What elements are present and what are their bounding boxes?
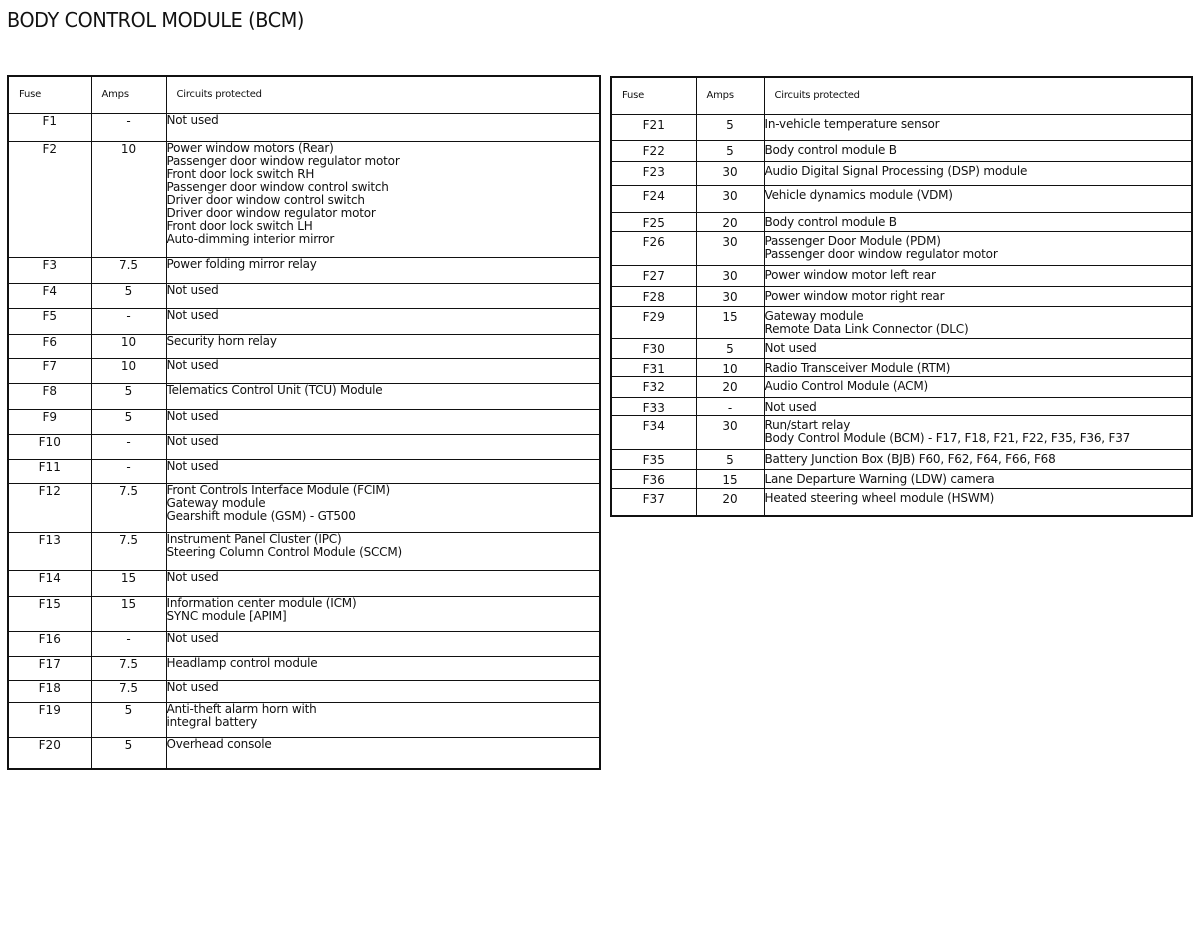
amps-cell: 5 (91, 283, 166, 308)
circuit-line: Not used (764, 399, 817, 414)
header-circuits: Circuits protected (166, 76, 600, 113)
fuse-cell: F30 (611, 338, 696, 358)
circuit-line: Overhead console (166, 737, 272, 751)
header-amps: Amps (696, 77, 764, 114)
circuits-cell (764, 286, 1192, 306)
amps-cell: 7.5 (91, 532, 166, 570)
circuit-line: Power window motor left rear (764, 267, 936, 282)
circuits-cell (764, 185, 1192, 212)
table-row (8, 737, 600, 769)
amps-cell: 30 (696, 415, 764, 449)
fuse-cell: F16 (8, 631, 91, 656)
amps-cell: - (91, 459, 166, 483)
circuit-line: Power window motor right rear (764, 288, 945, 303)
circuits-cell (166, 656, 600, 680)
circuit-line: Run/start relay (764, 417, 851, 432)
circuits-cell (764, 376, 1192, 397)
circuits-cell (166, 596, 600, 631)
amps-cell: 7.5 (91, 680, 166, 702)
amps-cell: 15 (91, 570, 166, 596)
circuit-line: Passenger door window regulator motor (764, 246, 998, 261)
amps-cell: 30 (696, 231, 764, 265)
circuit-line: Not used (764, 340, 817, 355)
circuits-cell (764, 397, 1192, 415)
circuit-line: Gearshift module (GSM) - GT500 (166, 508, 356, 523)
fuse-cell: F20 (8, 737, 91, 769)
page-title: BODY CONTROL MODULE (BCM) (7, 8, 305, 32)
amps-cell: 15 (91, 596, 166, 631)
circuits-cell (764, 161, 1192, 185)
amps-cell: 30 (696, 185, 764, 212)
circuits-cell (166, 434, 600, 459)
amps-cell: 10 (91, 358, 166, 383)
fuse-cell: F9 (8, 409, 91, 434)
amps-cell: 7.5 (91, 257, 166, 283)
fuse-table-right-body (611, 114, 1192, 516)
amps-cell: 20 (696, 376, 764, 397)
table-row (8, 358, 600, 383)
table-row (8, 409, 600, 434)
fuse-cell: F10 (8, 434, 91, 459)
amps-cell: 30 (696, 161, 764, 185)
circuits-cell (764, 469, 1192, 488)
amps-cell: 10 (91, 334, 166, 358)
circuits-cell (166, 358, 600, 383)
table-row (8, 113, 600, 141)
fuse-cell: F23 (611, 161, 696, 185)
circuit-line: Not used (166, 113, 219, 127)
header-amps: Amps (91, 76, 166, 113)
amps-cell: 30 (696, 286, 764, 306)
table-row (8, 570, 600, 596)
fuse-cell: F18 (8, 680, 91, 702)
amps-cell: 30 (696, 265, 764, 286)
fuse-cell: F33 (611, 397, 696, 415)
circuit-line: Radio Transceiver Module (RTM) (764, 360, 951, 375)
amps-cell: 5 (696, 338, 764, 358)
table-row (611, 161, 1192, 185)
circuit-line: Not used (166, 409, 219, 423)
fuse-cell: F11 (8, 459, 91, 483)
circuits-cell (166, 257, 600, 283)
amps-cell: - (696, 397, 764, 415)
circuits-cell (764, 114, 1192, 140)
circuit-line: integral battery (166, 714, 258, 729)
circuit-line: Information center module (ICM) (166, 596, 357, 610)
amps-cell: - (91, 308, 166, 334)
circuit-line: Power folding mirror relay (166, 257, 317, 271)
fuse-table-left-body (8, 113, 600, 769)
amps-cell: 15 (696, 306, 764, 338)
circuit-line: Gateway module (166, 495, 266, 510)
table-row (611, 212, 1192, 231)
fuse-cell: F1 (8, 113, 91, 141)
circuit-line: Not used (166, 434, 219, 448)
circuit-line: Passenger door window regulator motor (166, 153, 400, 168)
table-row (8, 283, 600, 308)
amps-cell: 5 (91, 409, 166, 434)
circuits-cell (166, 631, 600, 656)
fuse-cell: F24 (611, 185, 696, 212)
fuse-cell: F8 (8, 383, 91, 409)
table-row (611, 306, 1192, 338)
table-row (8, 434, 600, 459)
circuit-line: Vehicle dynamics module (VDM) (764, 187, 953, 202)
table-row (8, 656, 600, 680)
fuse-cell: F28 (611, 286, 696, 306)
fuse-cell: F27 (611, 265, 696, 286)
circuit-line: Not used (166, 308, 219, 322)
fuse-cell: F31 (611, 358, 696, 376)
table-row (8, 334, 600, 358)
fuse-cell: F34 (611, 415, 696, 449)
table-row (8, 483, 600, 532)
table-row (8, 459, 600, 483)
fuse-cell: F7 (8, 358, 91, 383)
circuits-cell (764, 449, 1192, 469)
circuit-line: Heated steering wheel module (HSWM) (764, 490, 995, 505)
amps-cell: 10 (91, 141, 166, 257)
amps-cell: 10 (696, 358, 764, 376)
circuit-line: Headlamp control module (166, 656, 318, 670)
circuits-cell (166, 532, 600, 570)
amps-cell: 20 (696, 488, 764, 516)
table-row (611, 265, 1192, 286)
fuse-cell: F19 (8, 702, 91, 737)
amps-cell: 5 (696, 140, 764, 161)
fuse-cell: F36 (611, 469, 696, 488)
header-fuse: Fuse (611, 77, 696, 114)
circuits-cell (166, 383, 600, 409)
table-row (611, 415, 1192, 449)
table-row (8, 141, 600, 257)
circuit-line: Audio Digital Signal Processing (DSP) module (764, 163, 1028, 178)
circuit-line: Audio Control Module (ACM) (764, 378, 928, 393)
table-row (611, 358, 1192, 376)
fuse-cell: F29 (611, 306, 696, 338)
circuit-line: Body control module B (764, 142, 897, 157)
circuit-line: Front door lock switch LH (166, 218, 313, 233)
circuits-cell (764, 265, 1192, 286)
table-header-row (8, 76, 600, 113)
amps-cell: 20 (696, 212, 764, 231)
table-row (8, 308, 600, 334)
circuit-line: Driver door window control switch (166, 192, 365, 207)
circuit-line: Driver door window regulator motor (166, 205, 376, 220)
fuse-cell: F26 (611, 231, 696, 265)
table-row (611, 286, 1192, 306)
amps-cell: - (91, 434, 166, 459)
circuit-line: Passenger door window control switch (166, 179, 389, 194)
circuits-cell (166, 483, 600, 532)
table-row (611, 376, 1192, 397)
circuit-line: Front door lock switch RH (166, 166, 315, 181)
circuits-cell (764, 306, 1192, 338)
circuits-cell (764, 140, 1192, 161)
header-fuse: Fuse (8, 76, 91, 113)
fuse-cell: F37 (611, 488, 696, 516)
circuit-line: Auto-dimming interior mirror (166, 231, 335, 246)
circuit-line: Lane Departure Warning (LDW) camera (764, 471, 995, 486)
fuse-table-right (610, 76, 1193, 517)
fuse-cell: F14 (8, 570, 91, 596)
fuse-cell: F12 (8, 483, 91, 532)
amps-cell: 7.5 (91, 483, 166, 532)
circuit-line: Not used (166, 680, 219, 694)
table-row (8, 257, 600, 283)
table-row (611, 488, 1192, 516)
fuse-cell: F2 (8, 141, 91, 257)
circuit-line: Steering Column Control Module (SCCM) (166, 544, 402, 559)
table-row (611, 185, 1192, 212)
circuits-cell (764, 338, 1192, 358)
amps-cell: - (91, 631, 166, 656)
fuse-cell: F4 (8, 283, 91, 308)
circuits-cell (166, 113, 600, 141)
table-row (8, 680, 600, 702)
circuits-cell (166, 702, 600, 737)
circuits-cell (764, 212, 1192, 231)
circuit-line: Not used (166, 570, 219, 584)
table-row (611, 114, 1192, 140)
circuits-cell (764, 358, 1192, 376)
circuit-line: In-vehicle temperature sensor (764, 116, 940, 131)
fuse-cell: F5 (8, 308, 91, 334)
amps-cell: 5 (696, 114, 764, 140)
fuse-cell: F6 (8, 334, 91, 358)
circuit-line: Battery Junction Box (BJB) F60, F62, F64, F66, F68 (764, 451, 1056, 466)
circuit-line: Anti-theft alarm horn with (166, 702, 317, 716)
circuits-cell (166, 459, 600, 483)
circuits-cell (166, 334, 600, 358)
circuit-line: Not used (166, 358, 219, 372)
circuit-line: Body Control Module (BCM) - F17, F18, F21, F22, F35, F36, F37 (764, 430, 1131, 445)
circuits-cell (166, 737, 600, 769)
circuits-cell (764, 488, 1192, 516)
table-row (611, 231, 1192, 265)
table-row (8, 596, 600, 631)
table-row (8, 702, 600, 737)
circuit-line: SYNC module [APIM] (166, 608, 287, 623)
fuse-cell: F21 (611, 114, 696, 140)
amps-cell: 7.5 (91, 656, 166, 680)
circuits-cell (166, 141, 600, 257)
circuit-line: Body control module B (764, 214, 897, 229)
table-row (611, 397, 1192, 415)
circuit-line: Remote Data Link Connector (DLC) (764, 321, 969, 336)
table-row (8, 631, 600, 656)
fuse-cell: F3 (8, 257, 91, 283)
circuits-cell (166, 409, 600, 434)
circuits-cell (166, 283, 600, 308)
circuit-line: Passenger Door Module (PDM) (764, 233, 941, 248)
circuit-line: Gateway module (764, 308, 864, 323)
circuit-line: Instrument Panel Cluster (IPC) (166, 532, 342, 546)
header-circuits: Circuits protected (764, 77, 1192, 114)
table-row (8, 532, 600, 570)
fuse-cell: F22 (611, 140, 696, 161)
circuit-line: Security horn relay (166, 334, 277, 348)
amps-cell: 15 (696, 469, 764, 488)
fuse-cell: F13 (8, 532, 91, 570)
fuse-table-left (7, 75, 601, 770)
circuits-cell (166, 680, 600, 702)
circuit-line: Telematics Control Unit (TCU) Module (166, 383, 383, 397)
amps-cell: - (91, 113, 166, 141)
table-row (611, 140, 1192, 161)
circuit-line: Not used (166, 631, 219, 645)
circuits-cell (166, 308, 600, 334)
table-row (8, 383, 600, 409)
circuits-cell (764, 415, 1192, 449)
table-row (611, 449, 1192, 469)
amps-cell: 5 (91, 383, 166, 409)
fuse-cell: F25 (611, 212, 696, 231)
table-header-row (611, 77, 1192, 114)
fuse-cell: F35 (611, 449, 696, 469)
amps-cell: 5 (91, 702, 166, 737)
fuse-cell: F32 (611, 376, 696, 397)
circuits-cell (166, 570, 600, 596)
fuse-cell: F15 (8, 596, 91, 631)
table-row (611, 469, 1192, 488)
amps-cell: 5 (696, 449, 764, 469)
table-row (611, 338, 1192, 358)
circuit-line: Front Controls Interface Module (FCIM) (166, 483, 391, 497)
circuit-line: Not used (166, 459, 219, 473)
amps-cell: 5 (91, 737, 166, 769)
circuit-line: Power window motors (Rear) (166, 141, 334, 155)
circuit-line: Not used (166, 283, 219, 297)
fuse-cell: F17 (8, 656, 91, 680)
circuits-cell (764, 231, 1192, 265)
